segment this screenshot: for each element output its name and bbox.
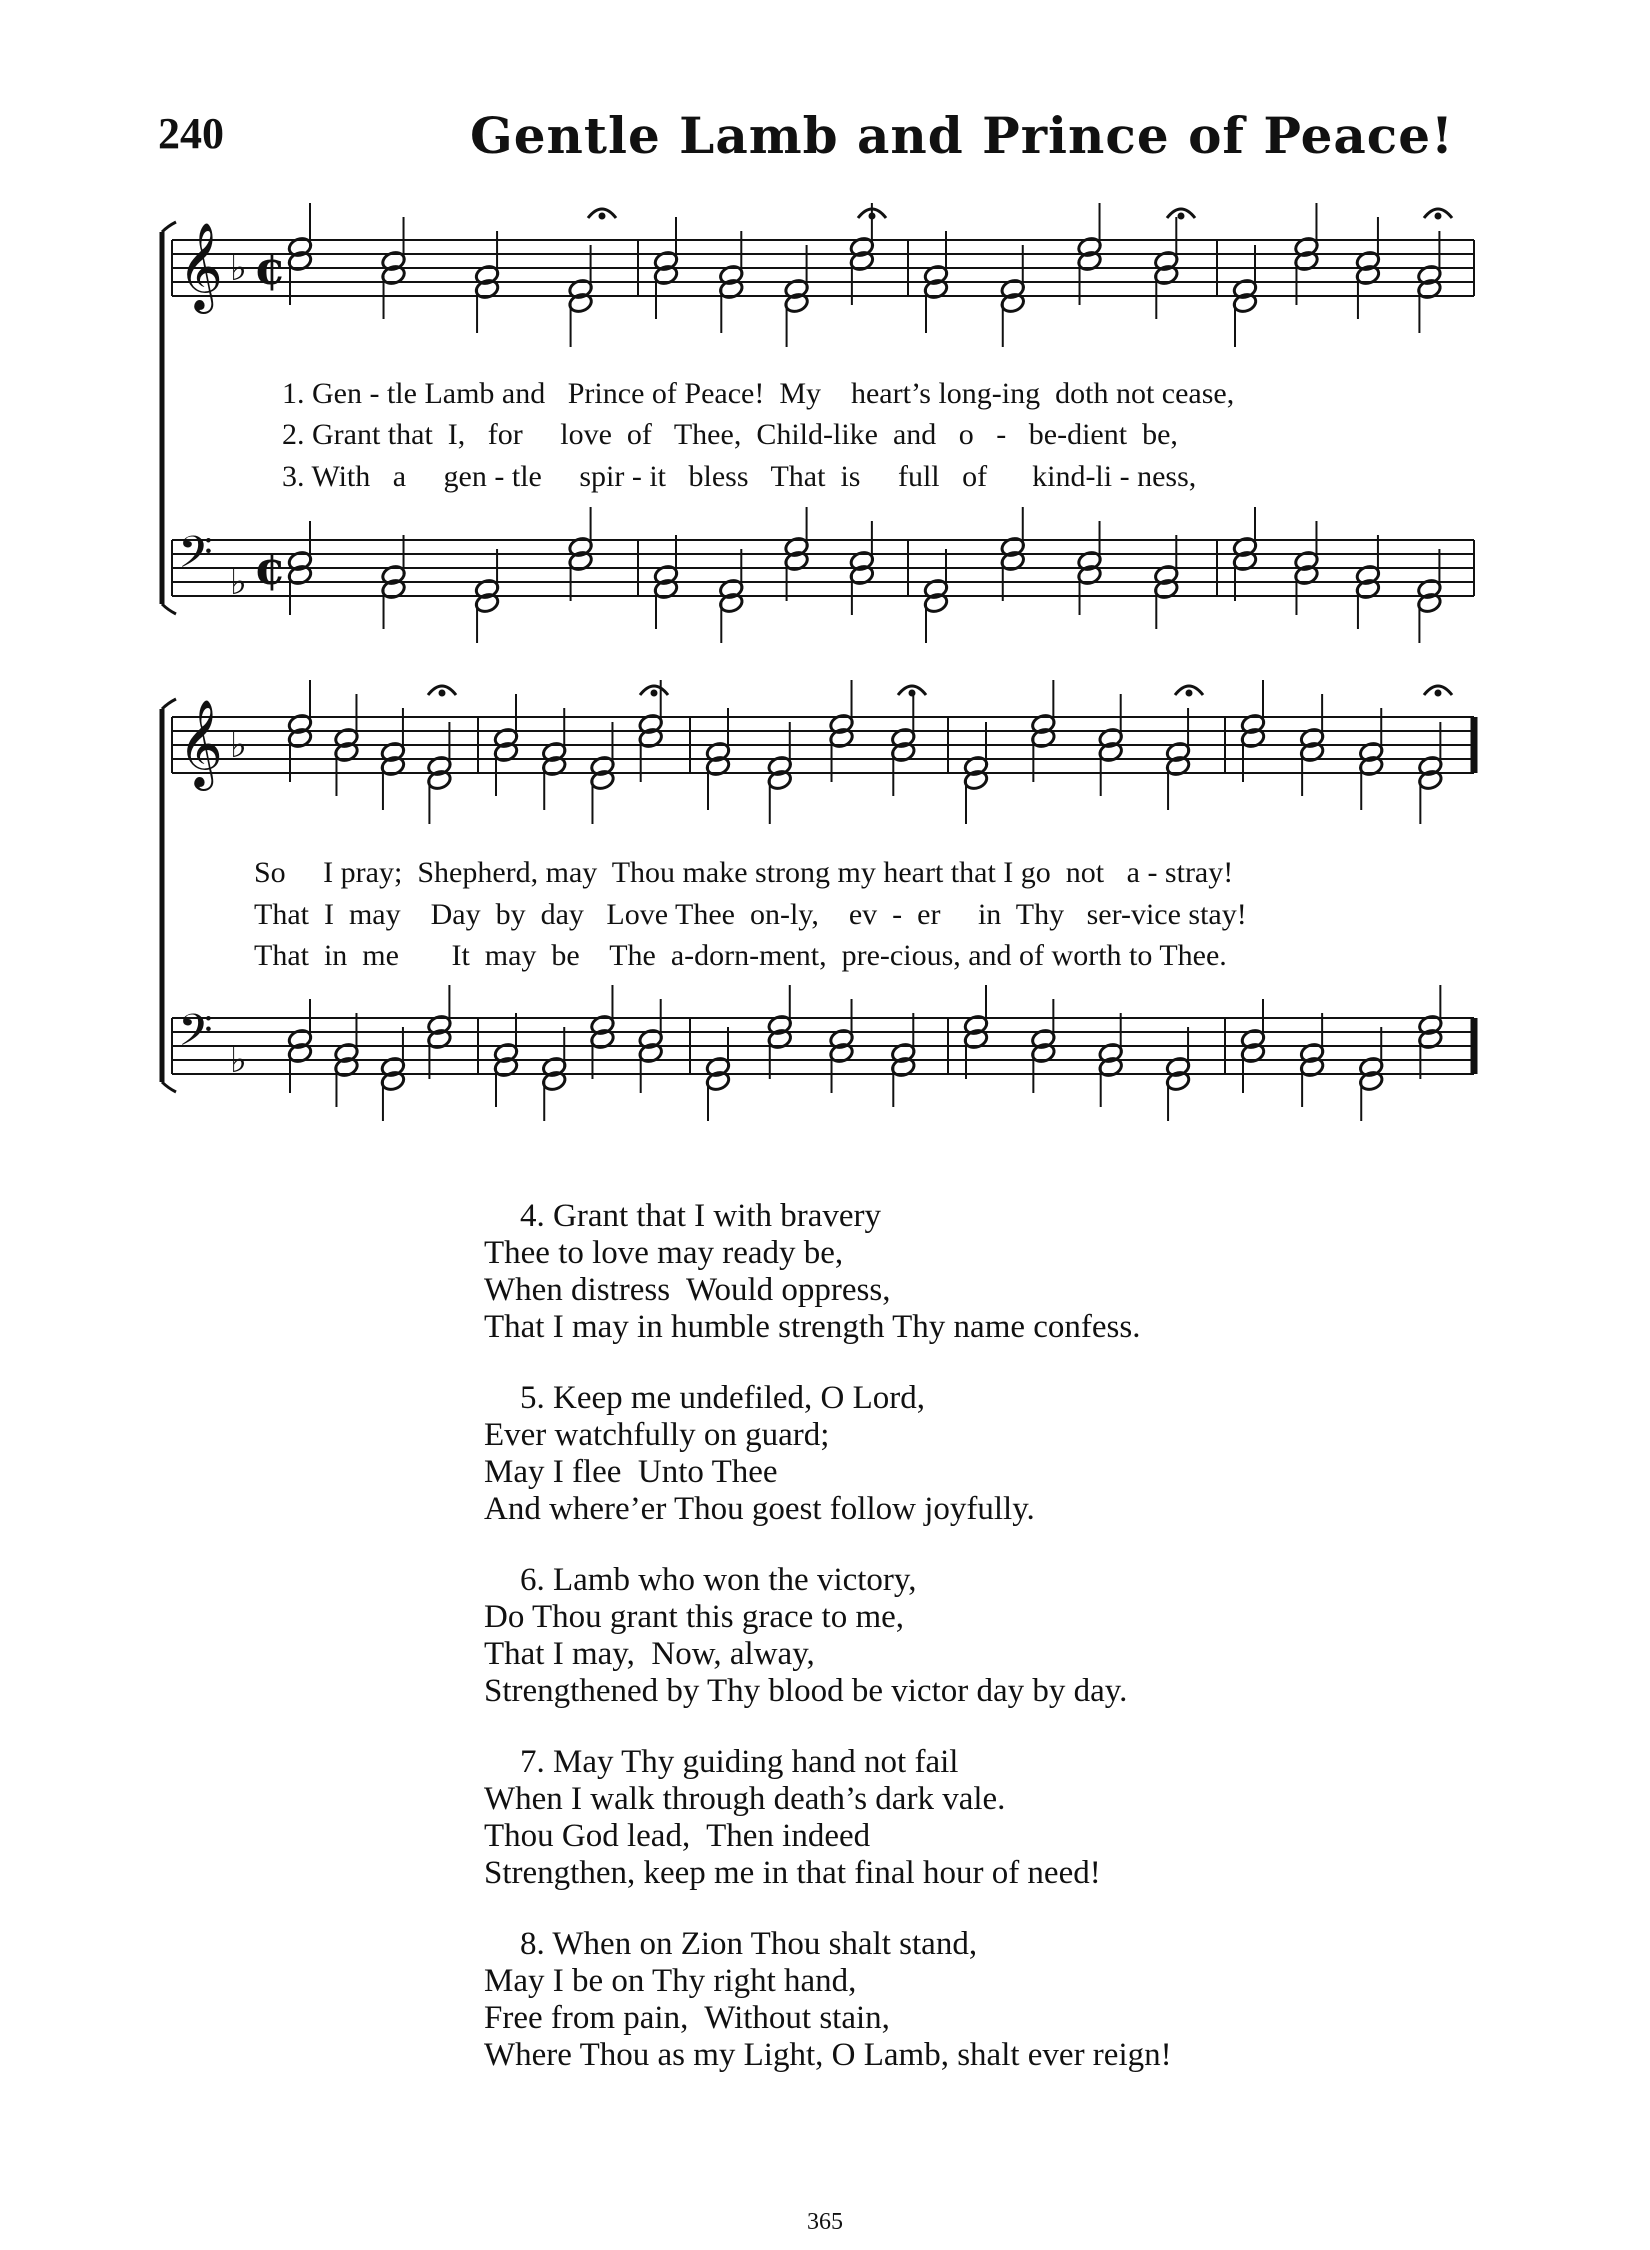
stanza-line: Strengthen, keep me in that final hour of need! xyxy=(484,1855,1101,1891)
stanza-line: May I flee Unto Thee xyxy=(484,1454,778,1490)
lyric-line-system2-verse1: So I pray; Shepherd, may Thou make strong my heart that I go not a - stray! xyxy=(254,856,1234,889)
bass-clef-icon: 𝄢 xyxy=(178,526,213,589)
stanza-4 xyxy=(484,1198,1172,1346)
stanza-line: 5. Keep me undefiled, O Lord, xyxy=(520,1380,926,1416)
stanza-line: And where’er Thou goest follow joyfully. xyxy=(484,1491,1035,1527)
stanza-line: When I walk through death’s dark vale. xyxy=(484,1781,1006,1817)
stanza-line: When distress Would oppress, xyxy=(484,1272,891,1308)
stanza-line: Thou God lead, Then indeed xyxy=(484,1818,871,1854)
stanza-line: That I may, Now, alway, xyxy=(484,1636,815,1672)
lyric-line-system2-verse2: That I may Day by day Love Thee on-ly, ev - er in Thy ser-vice stay! xyxy=(254,898,1247,931)
lyric-line-system2-verse3: That in me It may be The a-dorn-ment, pre-cious, and of worth to Thee. xyxy=(254,939,1227,972)
stanza-line: 8. When on Zion Thou shalt stand, xyxy=(520,1926,978,1962)
stanza-line: 6. Lamb who won the victory, xyxy=(520,1562,917,1598)
bass-clef-icon: 𝄢 xyxy=(178,1004,213,1067)
stanza-7 xyxy=(484,1744,1172,1892)
lyric-line-system1-verse3: 3. With a gen - tle spir - it bless That is full of kind-li - ness, xyxy=(282,460,1197,493)
stanza-line: Where Thou as my Light, O Lamb, shalt ever reign! xyxy=(484,2037,1172,2073)
stanza-5 xyxy=(484,1380,1172,1528)
stanza-line: Thee to love may ready be, xyxy=(484,1235,844,1271)
stanza-line: Ever watchfully on guard; xyxy=(484,1417,830,1453)
treble-clef-icon: 𝄞 xyxy=(178,221,223,310)
stanza-6 xyxy=(484,1562,1172,1710)
stanza-line: May I be on Thy right hand, xyxy=(484,1963,857,1999)
stanza-line: That I may in humble strength Thy name confess. xyxy=(484,1309,1141,1345)
lyric-line-system1-verse1: 1. Gen - tle Lamb and Prince of Peace! My heart’s long-ing doth not cease, xyxy=(282,377,1235,410)
hymn-title: Gentle Lamb and Prince of Peace! xyxy=(470,106,1455,165)
hymn-number: 240 xyxy=(158,109,224,158)
cut-time-signature-icon: ¢ xyxy=(254,541,287,595)
flat-key-signature-icon: ♭ xyxy=(230,562,247,603)
stanza-line: 7. May Thy guiding hand not fail xyxy=(520,1744,959,1780)
stanza-line: Strengthened by Thy blood be victor day by day. xyxy=(484,1673,1128,1709)
flat-key-signature-icon: ♭ xyxy=(230,248,247,289)
lyric-line-system1-verse2: 2. Grant that I, for love of Thee, Child-like and o - be-dient be, xyxy=(282,418,1178,451)
treble-clef-icon: 𝄞 xyxy=(178,698,223,787)
additional-stanzas xyxy=(484,1198,1172,2108)
stanza-8 xyxy=(484,1926,1172,2074)
stanza-line: Free from pain, Without stain, xyxy=(484,2000,890,2036)
stanza-line: Do Thou grant this grace to me, xyxy=(484,1599,905,1635)
flat-key-signature-icon: ♭ xyxy=(230,1040,247,1081)
page-number: 365 xyxy=(807,2209,843,2235)
cut-time-signature-icon: ¢ xyxy=(254,241,287,295)
stanza-line: 4. Grant that I with bravery xyxy=(520,1198,882,1234)
flat-key-signature-icon: ♭ xyxy=(230,725,247,766)
